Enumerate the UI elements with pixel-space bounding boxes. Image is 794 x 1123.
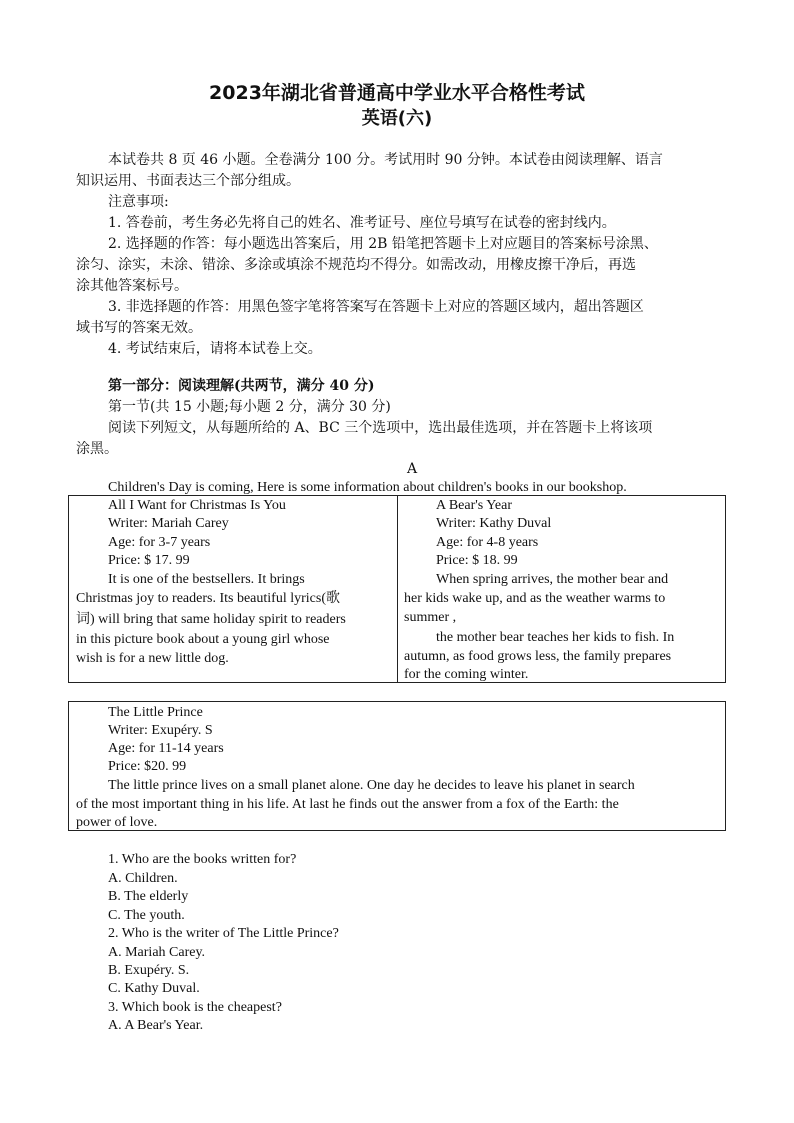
- book2-price: Price: $ 18. 99: [436, 553, 518, 568]
- intro-line-1: 本试卷共 8 页 46 小题。全卷满分 100 分。考试用时 90 分钟。本试卷由阅读理解、语言: [108, 152, 663, 168]
- book1-desc-1: It is one of the bestsellers. It brings: [108, 572, 305, 587]
- notice-1: 1. 答卷前，考生务必先将自己的姓名、准考证号、座位号填写在试卷的密封线内。: [108, 215, 616, 231]
- book1-desc-5: wish is for a new little dog.: [76, 651, 229, 666]
- table-divider: [397, 496, 398, 682]
- exam-title: 2023年湖北省普通高中学业水平合格性考试: [209, 82, 585, 104]
- book1-desc-2: Christmas joy to readers. Its beautiful lyrics(歌: [76, 591, 340, 606]
- book3-writer: Writer: Exupéry. S: [108, 723, 213, 738]
- book1-age: Age: for 3-7 years: [108, 535, 211, 550]
- notice-heading: 注意事项:: [108, 194, 169, 210]
- book3-desc-2: of the most important thing in his life. At last he finds out the answer from a fox of the Earth: the: [76, 797, 619, 812]
- book2-desc-4: the mother bear teaches her kids to fish. In: [436, 630, 675, 645]
- notice-2-line-1: 2. 选择题的作答：每小题选出答案后，用 2B 铅笔把答题卡上对应题目的答案标号涂黑、: [108, 236, 658, 252]
- book3-age: Age: for 11-14 years: [108, 741, 224, 756]
- instruction-line-1: 阅读下列短文，从每题所给的 A、BC 三个选项中，选出最佳选项，并在答题卡上将该项: [108, 420, 653, 436]
- book3-desc-3: power of love.: [76, 815, 158, 830]
- book1-desc-3: 词) will bring that same holiday spirit to readers: [76, 612, 346, 627]
- book1-writer: Writer: Mariah Carey: [108, 516, 229, 531]
- q2-option-c: C. Kathy Duval.: [108, 981, 200, 996]
- book2-writer: Writer: Kathy Duval: [436, 516, 552, 531]
- passage-intro: Children's Day is coming, Here is some information about children's books in our bookshop.: [108, 480, 627, 495]
- notice-2-line-3: 涂其他答案标号。: [76, 278, 188, 294]
- book1-title: All I Want for Christmas Is You: [108, 498, 286, 513]
- intro-line-2: 知识运用、书面表达三个部分组成。: [76, 173, 300, 189]
- book1-desc-4: in this picture book about a young girl whose: [76, 632, 330, 647]
- passage-letter: A: [407, 461, 418, 477]
- q1-option-c: C. The youth.: [108, 908, 185, 923]
- q1-option-b: B. The elderly: [108, 889, 189, 904]
- question-2: 2. Who is the writer of The Little Prince?: [108, 926, 339, 941]
- question-3: 3. Which book is the cheapest?: [108, 1000, 282, 1015]
- instruction-line-2: 涂黑。: [76, 441, 118, 457]
- book3-desc-1: The little prince lives on a small planet alone. One day he decides to leave his planet in search: [108, 778, 635, 793]
- book3-price: Price: $20. 99: [108, 759, 187, 774]
- book2-desc-2: her kids wake up, and as the weather warms to: [404, 591, 666, 606]
- q3-option-a: A. A Bear's Year.: [108, 1018, 204, 1033]
- notice-2-line-2: 涂匀、涂实，未涂、错涂、多涂或填涂不规范均不得分。如需改动，用橡皮擦干净后，再选: [76, 257, 636, 273]
- book2-desc-1: When spring arrives, the mother bear and: [436, 572, 669, 587]
- book2-desc-6: for the coming winter.: [404, 667, 529, 682]
- q1-option-a: A. Children.: [108, 871, 178, 886]
- book2-desc-3: summer ,: [404, 610, 457, 625]
- notice-4: 4. 考试结束后，请将本试卷上交。: [108, 341, 322, 357]
- book2-desc-5: autumn, as food grows less, the family prepares: [404, 649, 672, 664]
- book2-title: A Bear's Year: [436, 498, 513, 513]
- notice-3-line-2: 域书写的答案无效。: [76, 320, 202, 336]
- book1-price: Price: $ 17. 99: [108, 553, 190, 568]
- q2-option-a: A. Mariah Carey.: [108, 945, 206, 960]
- book2-age: Age: for 4-8 years: [436, 535, 539, 550]
- q2-option-b: B. Exupéry. S.: [108, 963, 190, 978]
- question-1: 1. Who are the books written for?: [108, 852, 297, 867]
- part1-heading: 第一部分：阅读理解(共两节，满分 40 分): [108, 378, 375, 394]
- book3-title: The Little Prince: [108, 705, 203, 720]
- notice-3-line-1: 3. 非选择题的作答：用黑色签字笔将答案写在答题卡上对应的答题区域内，超出答题区: [108, 299, 644, 315]
- exam-subtitle: 英语(六): [361, 108, 433, 129]
- section1-heading: 第一节(共 15 小题;每小题 2 分，满分 30 分): [108, 399, 391, 415]
